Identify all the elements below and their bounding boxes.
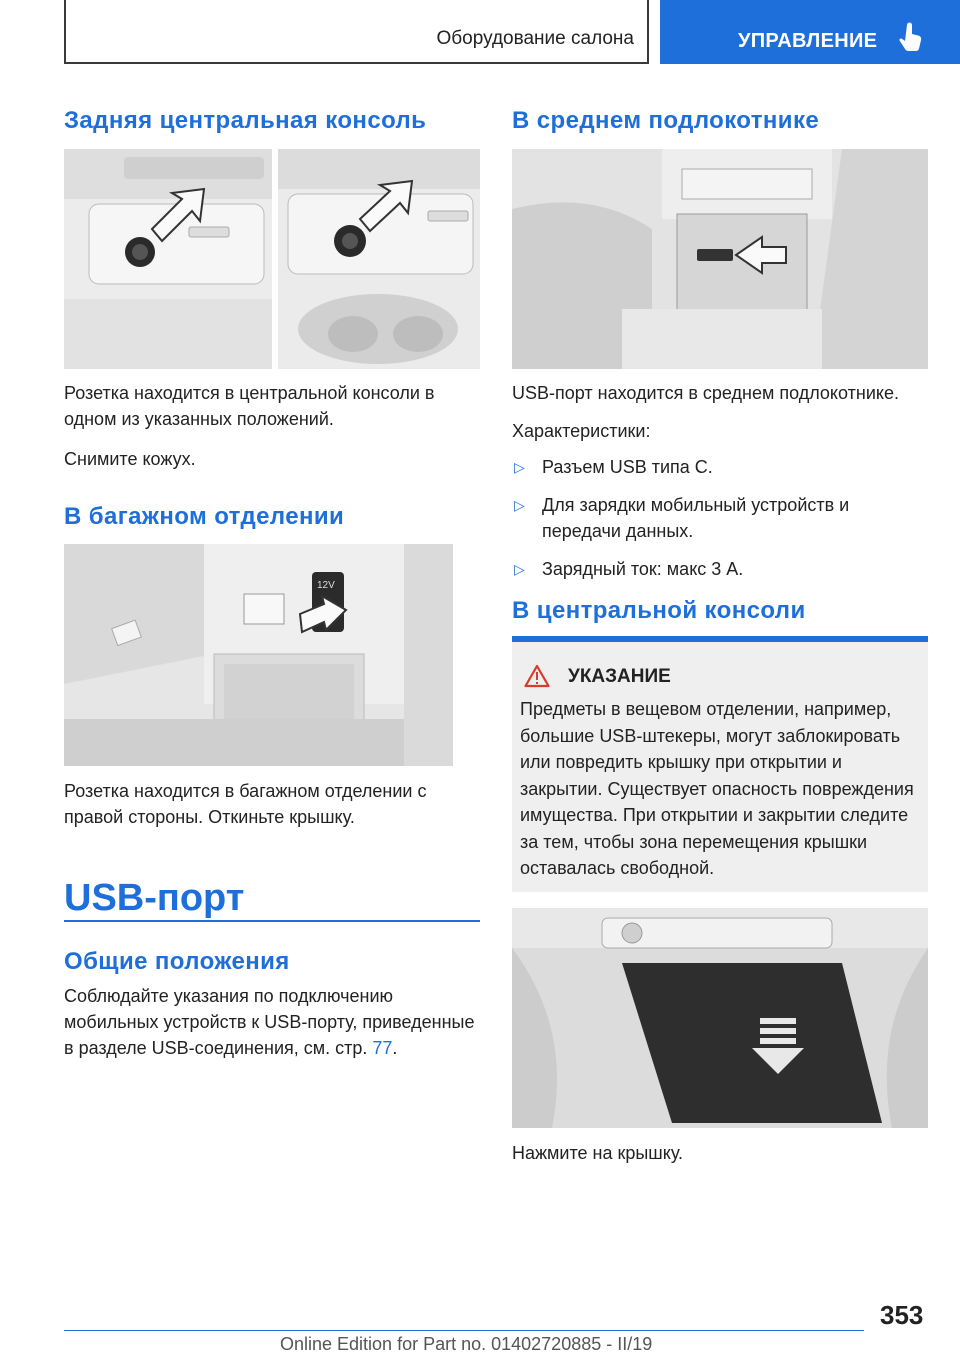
page-number: 353 [880,1300,924,1330]
trunk-photo [64,544,453,766]
feature-item [512,492,928,544]
center-console-photo [512,908,928,1128]
armrest-heading: В среднем подлокотнике [512,107,820,134]
armrest-text: USB-порт находится в среднем подлокотнике. [512,383,899,403]
feature-text: Зарядный ток: макс 3 A. [542,559,744,579]
feature-text: Разъем USB типа C. [542,457,713,477]
general-heading: Общие положения [64,948,290,975]
warning-title: УКАЗАНИЕ [568,666,671,687]
features-label: Характеристики: [512,421,651,441]
usb-heading: USB-порт [64,877,245,919]
feature-text: Для зарядки мобильный устройств и передачи данных. [542,495,850,541]
center-console-heading: В центральной консоли [512,597,806,624]
center-console-caption: Нажмите на крышку. [512,1143,684,1163]
rear-console-instruction: Снимите кожух. [64,449,196,469]
rear-console-photo-left [64,149,272,369]
footer-rule [64,1330,864,1331]
feature-item [512,556,928,582]
general-text-end: . [392,1038,398,1058]
rear-console-photo-right [278,149,480,369]
general-text [64,983,480,1061]
footer-edition: Online Edition for Part no. 01402720885 - II/19 [280,1334,653,1354]
warning-triangle-icon [524,664,550,693]
warning-top-bar [512,636,928,642]
usb-heading-rule [64,920,480,922]
header-section-title: Оборудование салона [436,28,634,49]
trunk-text: Розетка находится в багажном отделении с правой стороны. Откиньте крышку. [64,781,427,827]
features-list [512,454,928,582]
feature-item [512,454,928,480]
rear-console-heading: Задняя центральная консоль [64,107,427,134]
warning-box [512,636,928,892]
socket-label: 12V [317,580,335,591]
warning-text: Предметы в вещевом отделении, например, большие USB-штекеры, могут заблокировать или повредить крышку при открытии и закрытии. Существует опасность повреждения имущества. При открытии и закрытии следите за тем, чтобы зона перемещения крышки оставалась свободной. [520,699,914,878]
trunk-heading: В багажном отделении [64,503,345,530]
bullet-triangle-icon: ▷ [514,497,525,513]
bullet-triangle-icon: ▷ [514,561,525,577]
header-tab-label: УПРАВЛЕНИЕ [738,30,878,52]
page-link[interactable]: 77 [372,1038,393,1058]
header-chapter-tab[interactable] [660,0,960,64]
general-text-body: Соблюдайте указания по подключению мобильных устройств к USB-порту, приведенные в разделе USB-соединения, см. стр. [64,986,475,1058]
rear-console-text: Розетка находится в центральной консоли в одном из указанных положений. [64,383,435,429]
armrest-photo [512,149,928,369]
hand-pointer-icon [898,22,924,57]
bullet-triangle-icon: ▷ [514,459,525,475]
